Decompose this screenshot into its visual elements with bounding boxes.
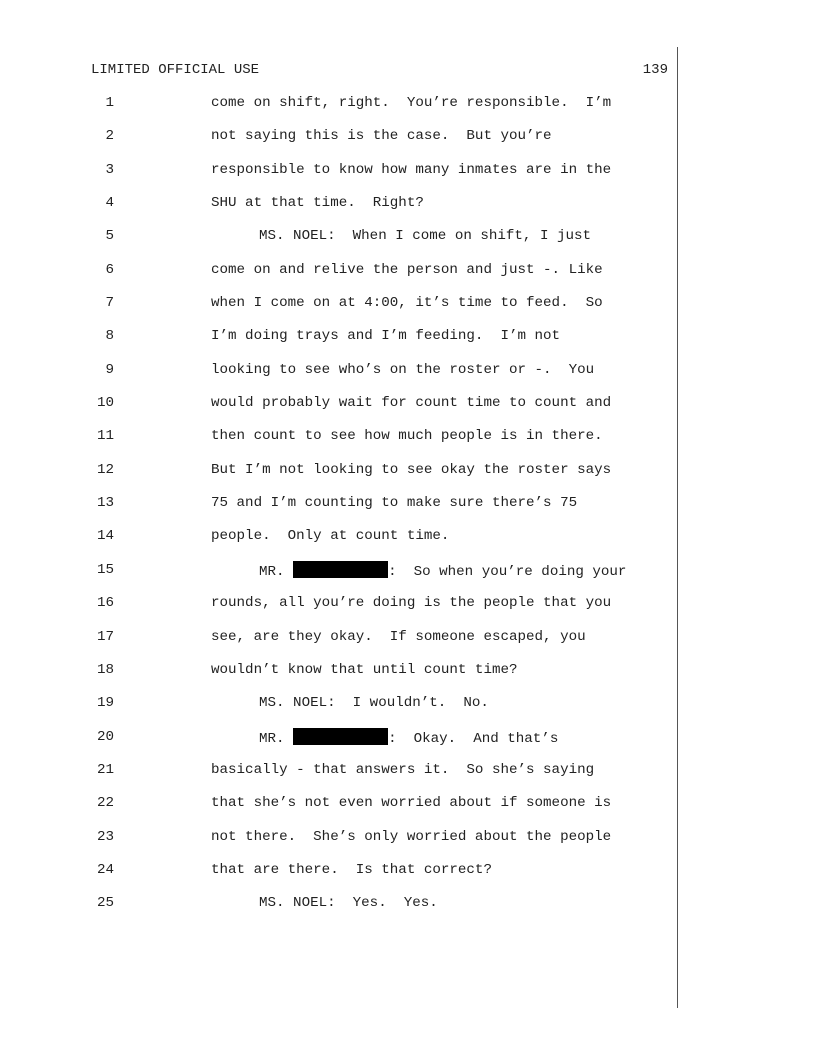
- line-text: [259, 561, 626, 581]
- transcript-line: [0, 327, 816, 360]
- transcript-line: [0, 628, 816, 661]
- transcript-line: [0, 694, 816, 727]
- transcript-line: [0, 594, 816, 627]
- line-text: people. Only at count time.: [211, 528, 450, 545]
- line-number: 18: [96, 661, 114, 678]
- line-text: not there. She’s only worried about the people: [211, 828, 612, 845]
- transcript-line: [0, 361, 816, 394]
- line-number: 11: [96, 428, 114, 445]
- transcript-line: [0, 828, 816, 861]
- line-number: 3: [105, 161, 114, 178]
- line-text: that she’s not even worried about if someone is: [211, 795, 612, 812]
- line-number: 13: [96, 495, 114, 512]
- line-text-after-redaction: : Okay. And that’s: [388, 730, 559, 747]
- transcript-line: [0, 894, 816, 927]
- line-text-after-redaction: : So when you’re doing your: [388, 563, 627, 580]
- line-number: 16: [96, 595, 114, 612]
- line-number: 20: [96, 728, 114, 745]
- line-number: 19: [96, 695, 114, 712]
- transcript-line: [0, 527, 816, 560]
- line-text: come on and relive the person and just -. Like: [211, 261, 603, 278]
- line-number: 15: [96, 561, 114, 578]
- transcript-line: [0, 394, 816, 427]
- line-number: 24: [96, 861, 114, 878]
- line-text: MS. NOEL: When I come on shift, I just: [259, 228, 592, 245]
- line-number: 1: [105, 95, 114, 111]
- line-text: come on shift, right. You’re responsible. I’m: [211, 95, 612, 111]
- transcript-line: [0, 161, 816, 194]
- transcript-line: [0, 661, 816, 694]
- line-number: 25: [96, 895, 114, 912]
- line-number: 23: [96, 828, 114, 845]
- line-text: would probably wait for count time to count and: [211, 395, 612, 412]
- line-text: basically - that answers it. So she’s saying: [211, 761, 595, 778]
- redaction-box: [293, 561, 388, 578]
- line-text: 75 and I’m counting to make sure there’s 75: [211, 495, 578, 512]
- line-text: see, are they okay. If someone escaped, you: [211, 628, 586, 645]
- line-number: 12: [96, 461, 114, 478]
- transcript-line: [0, 294, 816, 327]
- transcript-line: [0, 227, 816, 260]
- transcript-line: [0, 728, 816, 761]
- transcript-line: [0, 461, 816, 494]
- line-number: 9: [105, 361, 114, 378]
- transcript-line: [0, 794, 816, 827]
- transcript-line: [0, 427, 816, 460]
- redaction-box: [293, 728, 388, 745]
- transcript-line: [0, 761, 816, 794]
- line-number: 10: [96, 395, 114, 412]
- transcript-line: [0, 561, 816, 594]
- line-number: 8: [105, 328, 114, 345]
- transcript-line: [0, 494, 816, 527]
- transcript-line: [0, 261, 816, 294]
- line-text: MS. NOEL: I wouldn’t. No.: [259, 695, 489, 712]
- line-number: 5: [105, 228, 114, 245]
- line-text: I’m doing trays and I’m feeding. I’m not: [211, 328, 561, 345]
- transcript-lines: [0, 94, 816, 928]
- line-number: 14: [96, 528, 114, 545]
- line-text: responsible to know how many inmates are in the: [211, 161, 612, 178]
- line-text: that are there. Is that correct?: [211, 861, 492, 878]
- transcript-line: [0, 127, 816, 160]
- line-text: wouldn’t know that until count time?: [211, 661, 518, 678]
- transcript-line: [0, 94, 816, 127]
- transcript-line: [0, 194, 816, 227]
- line-number: 21: [96, 761, 114, 778]
- line-number: 17: [96, 628, 114, 645]
- classification-header: LIMITED OFFICIAL USE: [91, 62, 260, 78]
- line-text: then count to see how much people is in there.: [211, 428, 603, 445]
- line-text: MS. NOEL: Yes. Yes.: [259, 895, 438, 912]
- line-text: looking to see who’s on the roster or -. You: [211, 361, 595, 378]
- line-number: 7: [105, 295, 114, 312]
- line-number: 22: [96, 795, 114, 812]
- transcript-line: [0, 861, 816, 894]
- line-number: 6: [105, 261, 114, 278]
- line-text: rounds, all you’re doing is the people that you: [211, 595, 612, 612]
- line-text: when I come on at 4:00, it’s time to feed. So: [211, 295, 603, 312]
- line-text: But I’m not looking to see okay the roster says: [211, 461, 612, 478]
- line-text: [259, 728, 558, 748]
- line-text: not saying this is the case. But you’re: [211, 128, 552, 145]
- line-number: 4: [105, 195, 114, 212]
- page-number: 139: [642, 62, 668, 78]
- line-number: 2: [105, 128, 114, 145]
- speaker-label: MR.: [259, 563, 285, 580]
- line-text: SHU at that time. Right?: [211, 195, 424, 212]
- speaker-label: MR.: [259, 730, 285, 747]
